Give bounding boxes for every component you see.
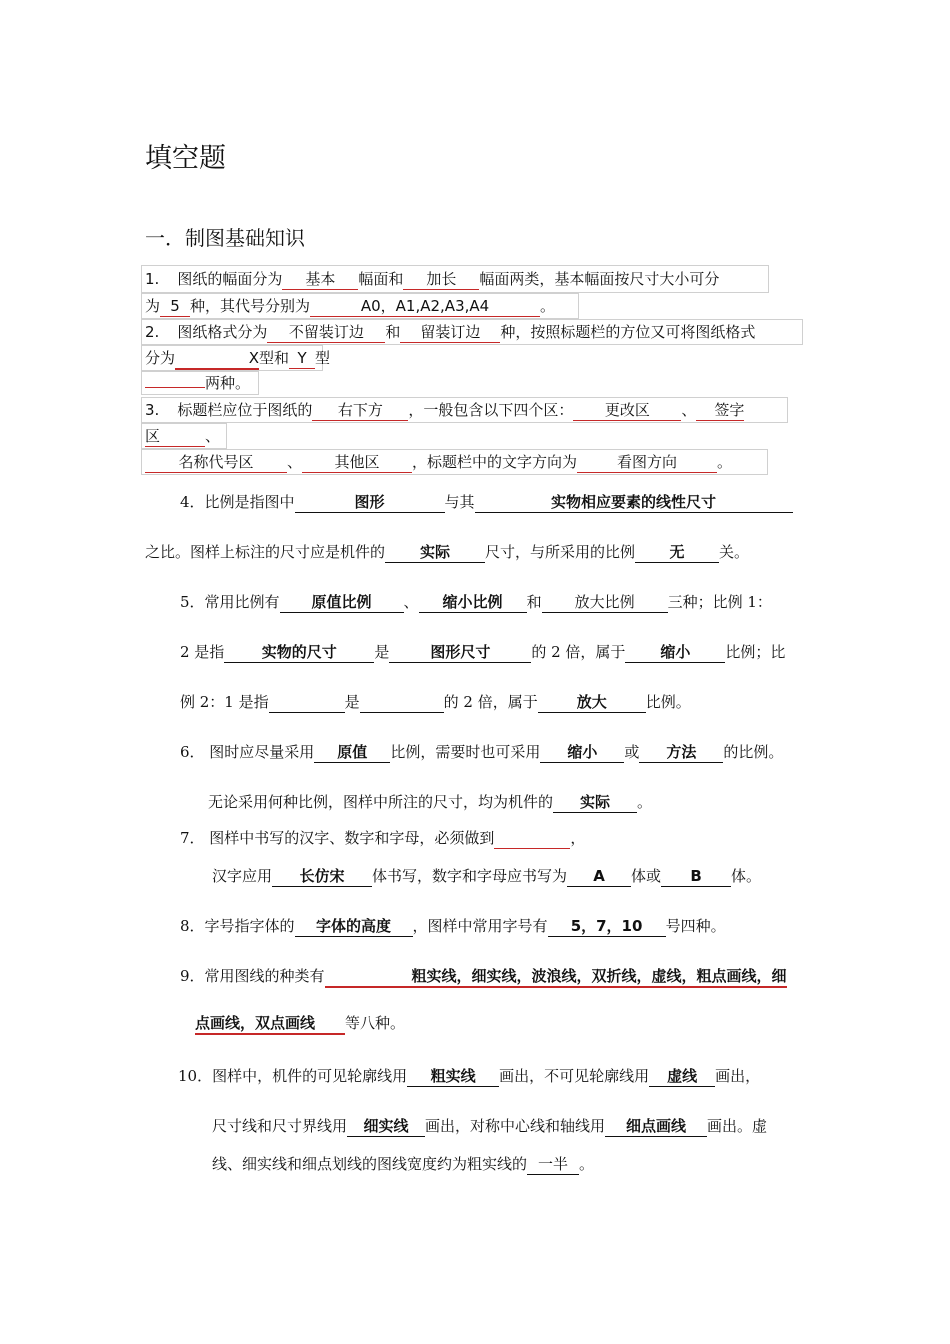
q3-blank-4: 名称代号区 <box>145 452 287 473</box>
q5-blank-6: 缩小 <box>625 642 725 663</box>
q5-line3: 例 2：1 是指 是 的 2 倍，属于 放大 比例。 <box>180 693 691 711</box>
q7-blank-3: B <box>661 866 731 887</box>
q2-blank-2: 留装订边 <box>400 322 500 343</box>
q2-blank-5 <box>145 387 205 388</box>
q10-blank-1: 粗实线 <box>407 1066 499 1087</box>
q2-blank-1: 不留装订边 <box>267 322 385 343</box>
q10-blank-3: 细实线 <box>347 1116 425 1137</box>
q2-line1: 2. 图纸格式分为 不留装订边 和 留装订边 种，按照标题栏的方位又可将图纸格式 <box>145 323 756 341</box>
q6-line1: 6． 图时应尽量采用 原值 比例，需要时也可采用 缩小 或 方法 的比例。 <box>180 743 784 761</box>
q5-blank-empty-2 <box>360 692 444 713</box>
q7-blank-2: A <box>567 866 631 887</box>
q5-blank-1: 原值比例 <box>280 592 404 613</box>
q4-blank-1: 图形 <box>295 492 445 513</box>
q3-blank-2: 更改区 <box>573 400 681 421</box>
q5-blank-4: 实物的尺寸 <box>224 642 374 663</box>
q4-blank-2: 实物相应要素的线性尺寸 <box>475 492 793 513</box>
q10-line3: 线、细实线和细点划线的图线宽度约为粗实线的 一半 。 <box>212 1155 595 1173</box>
q10-line1: 10．图样中，机件的可见轮廓线用 粗实线 画出，不可见轮廓线用 虚线 画出， <box>178 1067 761 1085</box>
q6-blank-1: 原值 <box>314 742 390 763</box>
q7-blank-1: 长仿宋 <box>272 866 372 887</box>
q1-line2: 为 5 种，其代号分别为 A0，A1,A2,A3,A4 。 <box>145 297 556 315</box>
q9-blank-1: 粗实线，细实线，波浪线，双折线，虚线，粗点画线，细 <box>325 966 787 988</box>
q6-line2: 无论采用何种比例，图样中所注的尺寸，均为机件的 实际 。 <box>208 793 653 811</box>
q7-line2: 汉字应用 长仿宋 体书写，数字和字母应书写为 A 体或 B 体。 <box>212 867 762 885</box>
q6-blank-2: 缩小 <box>540 742 624 763</box>
section-heading: 一．制图基础知识 <box>145 226 305 250</box>
q4-blank-3: 实际 <box>385 542 485 563</box>
q10-blank-4: 细点画线 <box>605 1116 707 1137</box>
q4-line1: 4．比例是指图中 图形 与其 实物相应要素的线性尺寸 <box>180 492 793 513</box>
q4-line2: 之比。图样上标注的尺寸应是机件的 实际 尺寸，与所采用的比例 无 关。 <box>145 543 750 561</box>
q5-blank-3: 放大比例 <box>542 592 668 613</box>
q10-blank-2: 虚线 <box>649 1066 715 1087</box>
q7-line1: 7． 图样中书写的汉字、数字和字母，必须做到 ， <box>180 829 586 847</box>
q2-blank-4: Y <box>289 348 315 369</box>
q3-line2: 区 、 <box>145 427 221 445</box>
q3-line1: 3. 标题栏应位于图纸的 右下方 ，一般包含以下四个区： 更改区 、 签字 <box>145 401 745 419</box>
q9-line2: 点画线，双点画线 等八种。 <box>195 1013 405 1035</box>
q3-blank-3-cont: 区 <box>145 426 205 447</box>
q5-line2: 2 是指 实物的尺寸 是 图形尺寸 的 2 倍，属于 缩小 比例；比 <box>180 643 786 661</box>
q1-blank-2: 加长 <box>403 269 479 290</box>
q1-blank-3: 5 <box>160 296 190 317</box>
q9-blank-2: 点画线，双点画线 <box>195 1013 345 1035</box>
q10-line2: 尺寸线和尺寸界线用 细实线 画出，对称中心线和轴线用 细点画线 画出。虚 <box>212 1117 768 1135</box>
q9-line1: 9．常用图线的种类有 粗实线，细实线，波浪线，双折线，虚线，粗点画线，细 <box>180 966 787 988</box>
q10-blank-5: 一半 <box>527 1154 579 1175</box>
q5-blank-7: 放大 <box>538 692 646 713</box>
q8-blank-1: 字体的高度 <box>295 916 413 937</box>
q3-line3: 名称代号区 、 其他区 ，标题栏中的文字方向为 看图方向 。 <box>145 452 732 473</box>
q3-blank-6: 看图方向 <box>577 452 717 473</box>
q4-blank-4: 无 <box>635 542 719 563</box>
q5-blank-5: 图形尺寸 <box>389 642 531 663</box>
q2-line2: 分为 X型和 Y 型 <box>145 348 330 370</box>
q1-blank-1: 基本 <box>282 269 358 290</box>
q5-line1: 5．常用比例有 原值比例 、 缩小比例 和 放大比例 三种；比例 1： <box>180 593 772 611</box>
q3-blank-1: 右下方 <box>312 400 408 421</box>
q8-blank-2: 5，7，10 <box>548 916 666 937</box>
q1-blank-4: A0，A1,A2,A3,A4 <box>310 296 540 317</box>
page-title: 填空题 <box>145 143 226 174</box>
q5-blank-2: 缩小比例 <box>419 592 527 613</box>
q6-blank-3: 方法 <box>639 742 723 763</box>
q3-blank-5: 其他区 <box>302 452 412 473</box>
q5-blank-empty-1 <box>269 692 345 713</box>
q6-blank-4: 实际 <box>553 792 637 813</box>
q1-line1: 1. 图纸的幅面分为 基本 幅面和 加长 幅面两类，基本幅面按尺寸大小可分 <box>145 270 720 288</box>
q2-line3: 两种。 <box>145 373 250 393</box>
q3-blank-3: 签字 <box>696 400 744 421</box>
q7-blank-empty <box>494 828 570 849</box>
q8-line1: 8．字号指字体的 字体的高度 ，图样中常用字号有 5，7，10 号四种。 <box>180 917 726 935</box>
q2-blank-3: X <box>175 348 259 370</box>
